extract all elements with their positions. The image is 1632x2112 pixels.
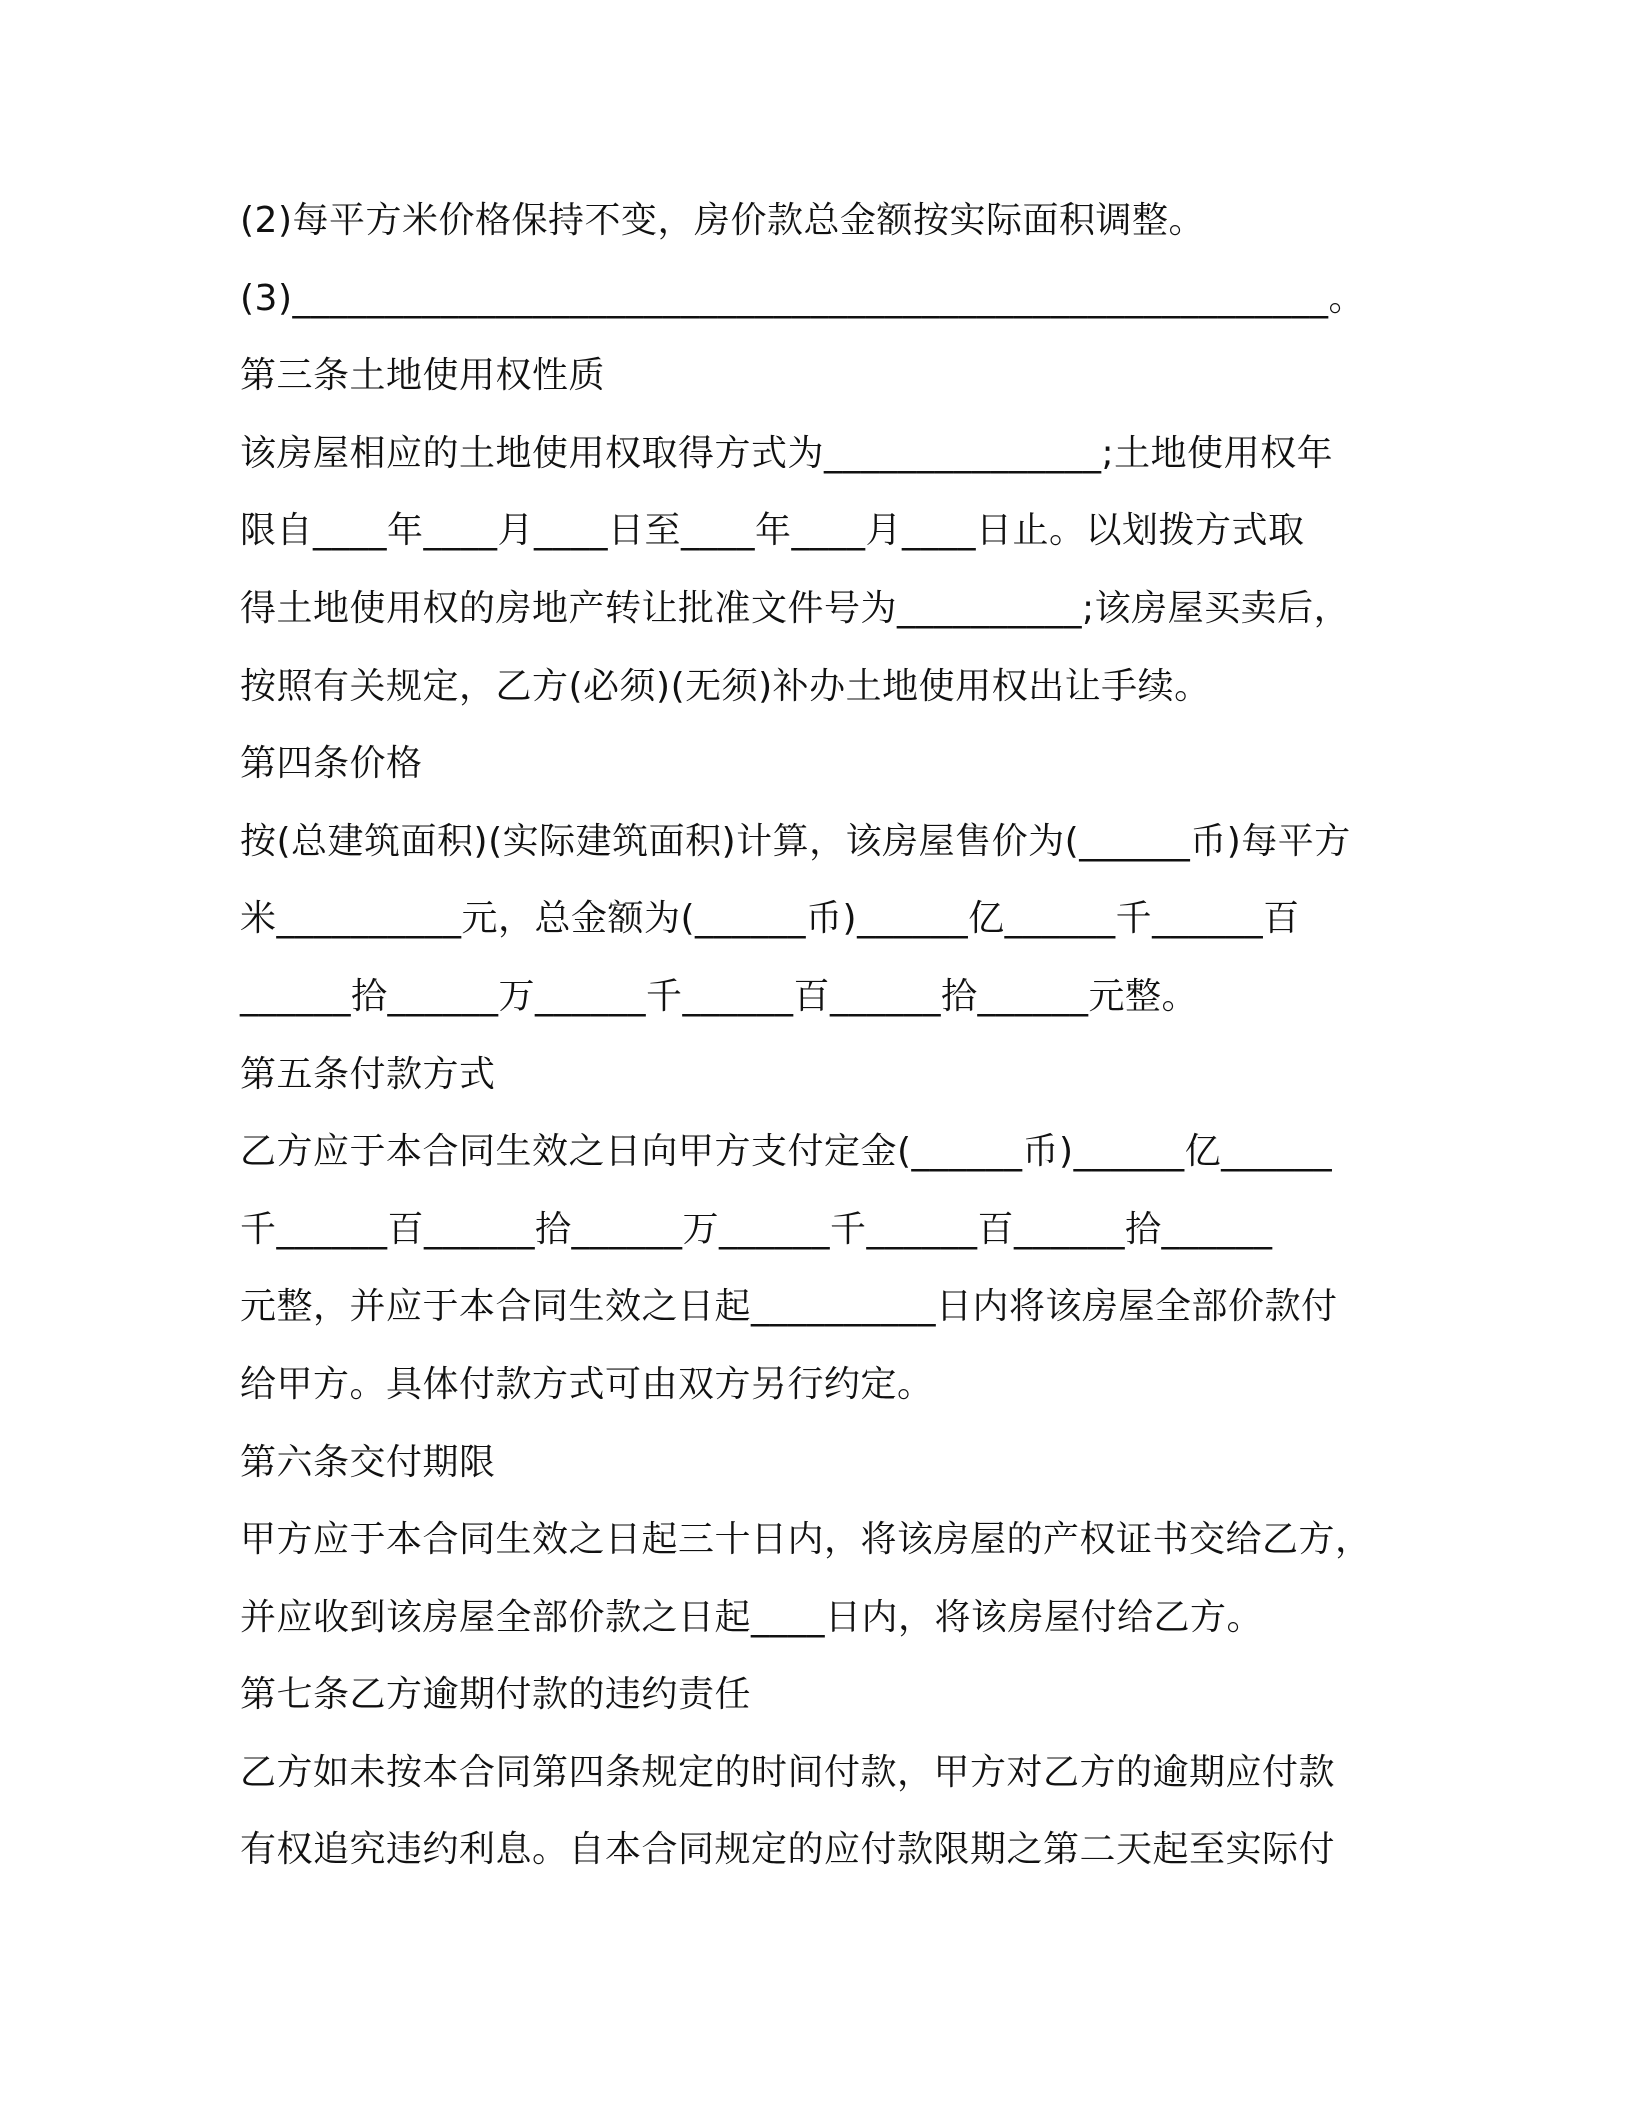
document-body	[240, 196, 1410, 1903]
article-6-text-line: 并应收到该房屋全部价款之日起____日内，将该房屋付给乙方。	[240, 1596, 1264, 1638]
article-4-heading: 第四条价格	[240, 743, 423, 785]
article-5-text-line: 乙方应于本合同生效之日向甲方支付定金(______币)______亿______	[240, 1131, 1333, 1173]
article-6-heading: 第六条交付期限	[240, 1441, 496, 1483]
article-5-text-line: 千______百______拾______万______千______百______拾______	[240, 1208, 1273, 1250]
article-3-text-line: 限自____年____月____日至____年____月____日止。以划拨方式取	[240, 510, 1305, 552]
article-4-text-line: ______拾______万______千______百______拾______元整。	[240, 975, 1199, 1017]
article-5-heading: 第五条付款方式	[240, 1053, 496, 1095]
clause-item-2: (2)每平方米价格保持不变，房价款总金额按实际面积调整。	[240, 200, 1205, 241]
article-5-text-line: 给甲方。具体付款方式可由双方另行约定。	[240, 1363, 934, 1405]
article-7-text-line: 乙方如未按本合同第四条规定的时间付款，甲方对乙方的逾期应付款	[240, 1751, 1336, 1793]
article-3-heading: 第三条土地使用权性质	[240, 355, 606, 397]
article-4-text-line: 米__________元，总金额为(______币)______亿______千______百	[240, 898, 1300, 940]
article-3-text-line: 得土地使用权的房地产转让批准文件号为__________;该房屋买卖后，	[240, 587, 1351, 629]
article-3-text-line: 该房屋相应的土地使用权取得方式为_______________;土地使用权年	[240, 432, 1334, 474]
article-5-text-line: 元整，并应于本合同生效之日起__________日内将该房屋全部价款付	[240, 1286, 1338, 1328]
article-7-text-line: 有权追究违约利息。自本合同规定的应付款限期之第二天起至实际付	[240, 1829, 1336, 1871]
article-6-text-line: 甲方应于本合同生效之日起三十日内，将该房屋的产权证书交给乙方，	[240, 1519, 1372, 1561]
article-7-heading: 第七条乙方逾期付款的违约责任	[240, 1674, 752, 1716]
article-4-text-line: 按(总建筑面积)(实际建筑面积)计算，该房屋售价为(______币)每平方	[240, 820, 1351, 862]
clause-item-3: (3)________________________________________________________。	[240, 277, 1365, 319]
article-3-text-line: 按照有关规定，乙方(必须)(无须)补办土地使用权出让手续。	[240, 665, 1211, 707]
